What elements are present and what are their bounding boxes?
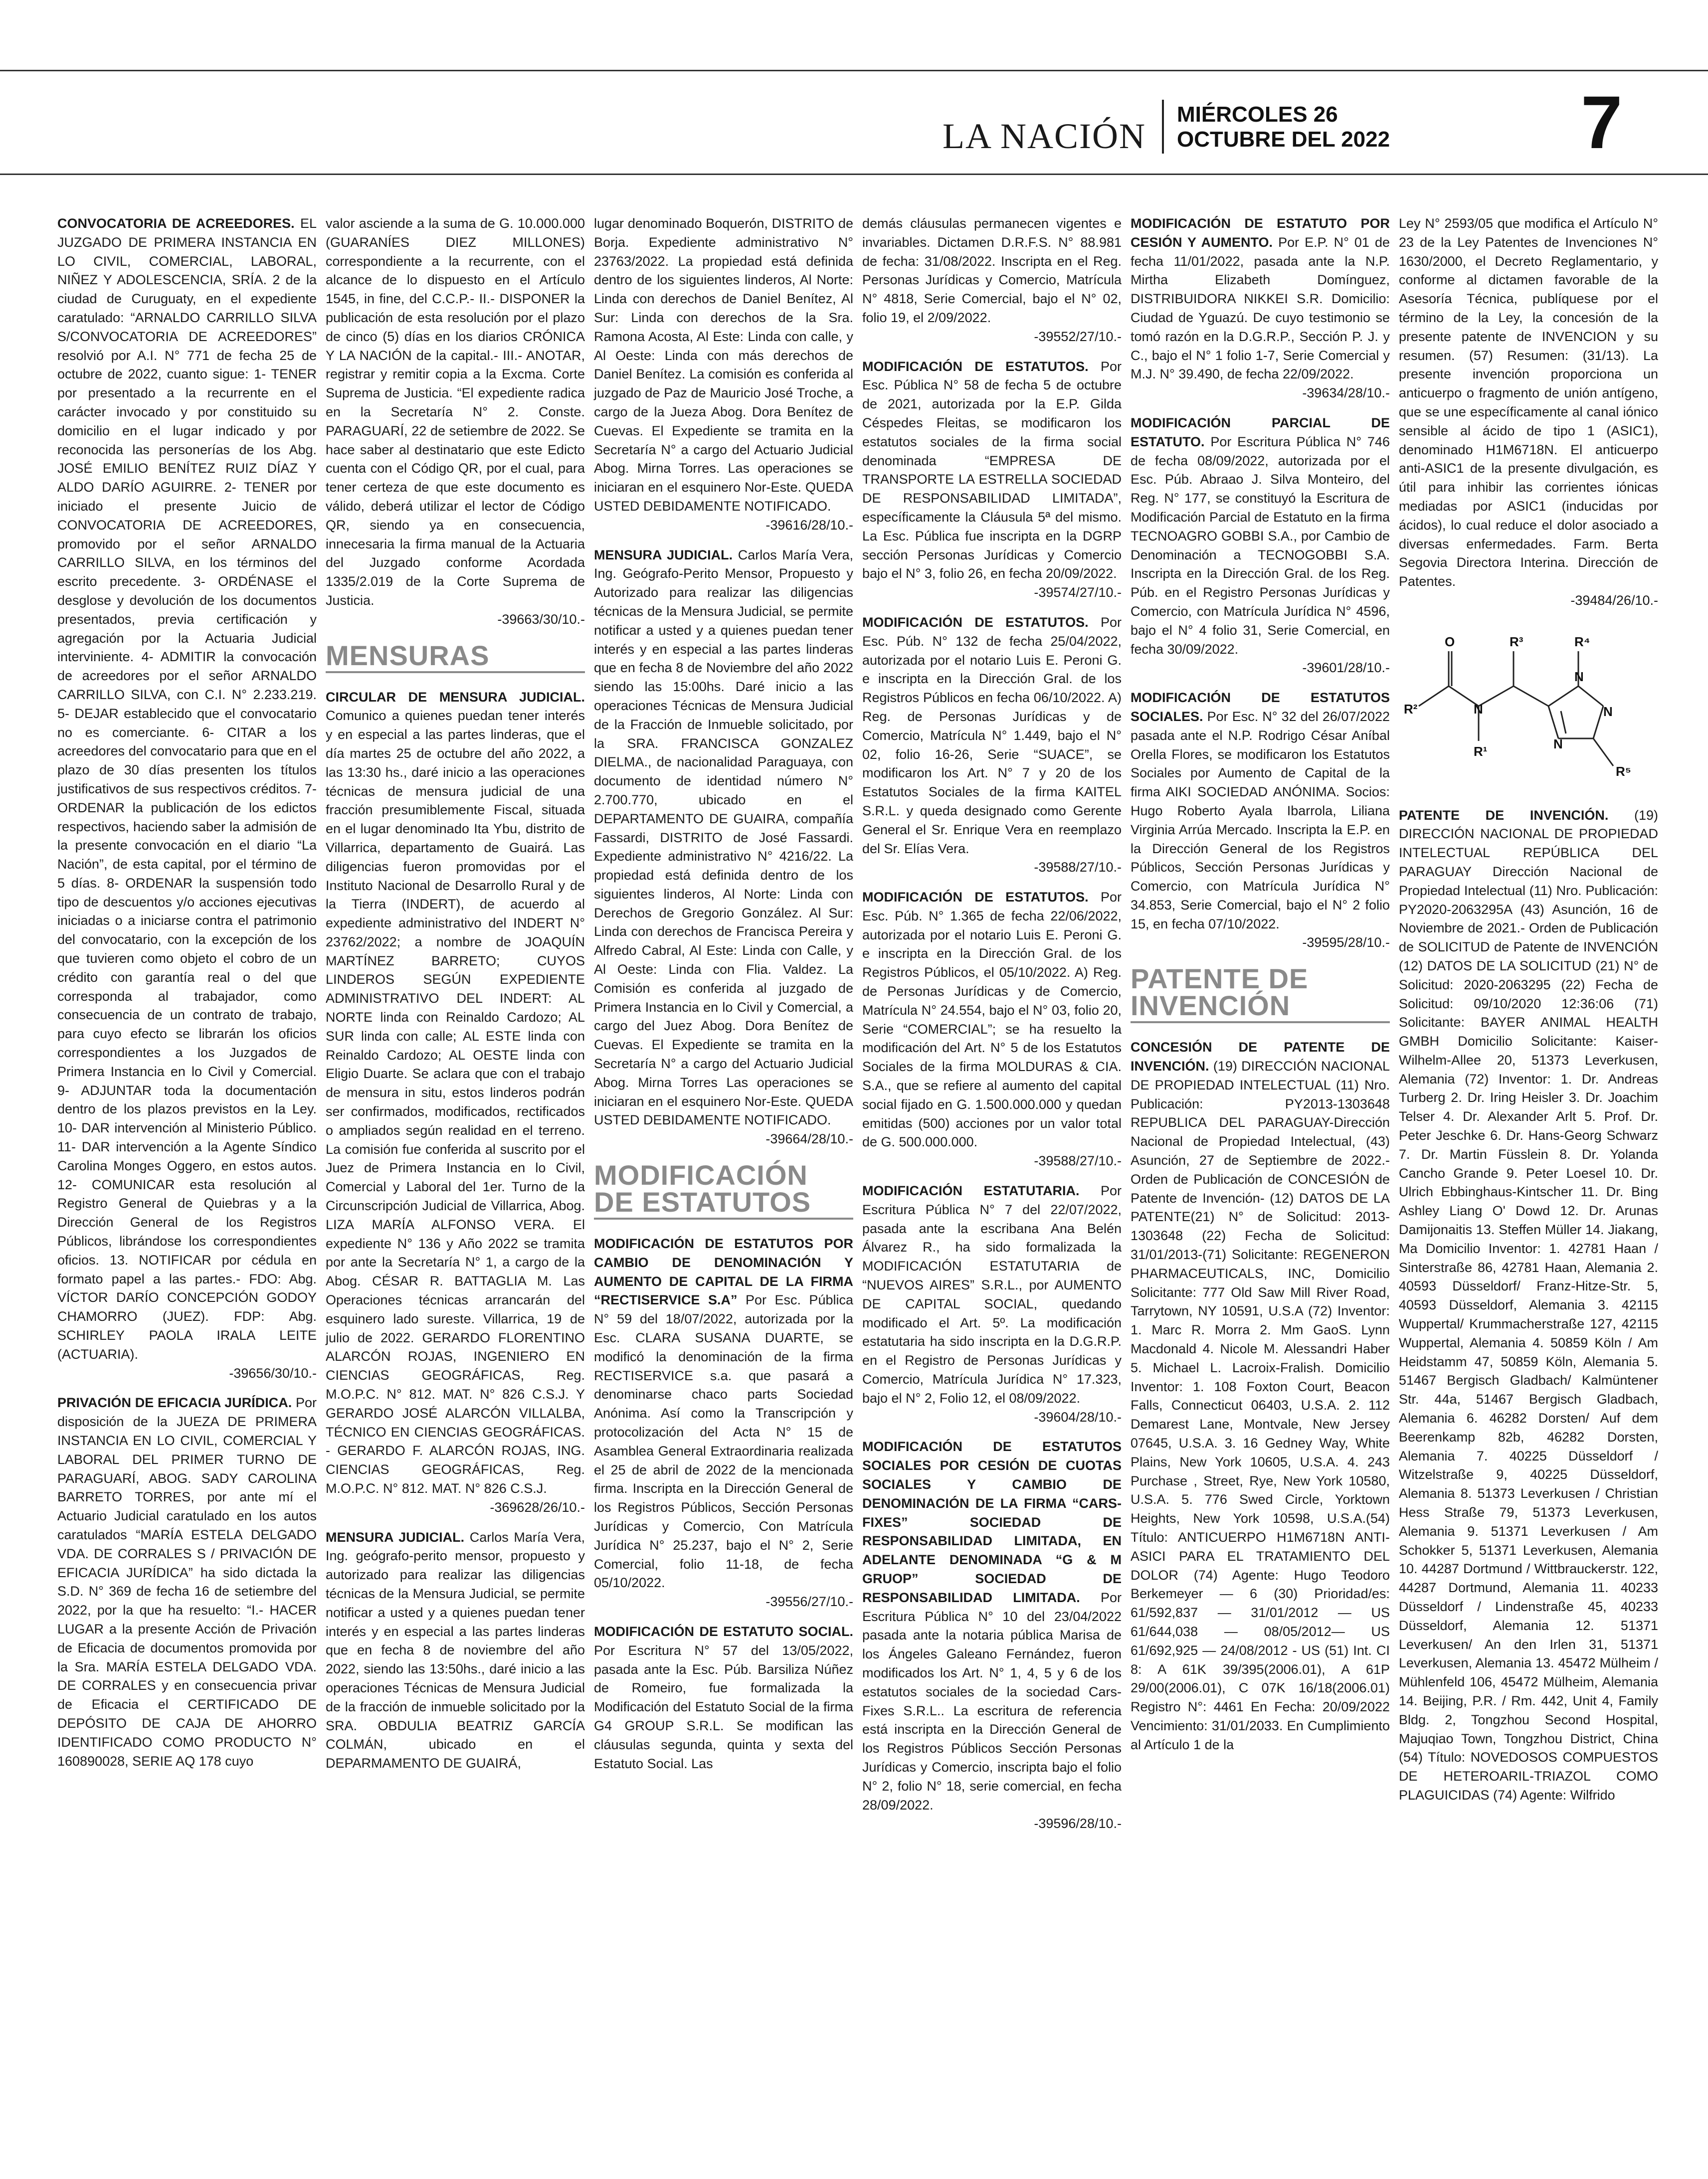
notice (594, 546, 853, 1149)
notice (1131, 1038, 1390, 1754)
atom-label: O (1445, 634, 1455, 649)
notice-body: Carlos María Vera, Ing. geógrafo-perito mensor, propuesto y autorizado para realizar las diligencias técnicas de la Mensura Judicial, se permite notificar a usted y a quienes puedan tener interés y en especial a las partes linderas que en fecha 8 de noviembre del año 2022, siendo las 13:50hs., daré inicio a las operaciones Técnicas de Mensura Judicial de la fracción de inmueble solicitado por la SRA. OBDULIA BEATRIZ GARCÍA COLMÁN, ubicado en el DEPARMAMENTO DE GUAIRÁ, (326, 1529, 585, 1771)
atom-label: N (1474, 701, 1483, 717)
bond-line (1548, 686, 1578, 706)
column-3 (594, 214, 853, 1784)
date-line-2: OCTUBRE DEL 2022 (1177, 127, 1390, 152)
atom-label: R¹ (1474, 743, 1488, 759)
notice-reference: -39595/28/10.- (1302, 935, 1390, 950)
notice-body: Por Escritura Pública N° 746 de fecha 08/09/2022, autorizada por el Esc. Púb. Abraao J. Silva Monteiro, del Reg. N° 177, se constituyó la Escritura de Modificación Parcial de Estatuto en la firma TECNOAGRO GOBBI S.A., por Cambio de Denominación a TECNOGOBBI S.A. Inscripta en la Dirección Gral. de los Reg. Púb. en el Registro Personas Jurídicas y Comercio, con Matrícula Jurídica N° 4596, bajo el N° 4 folio 31, Serie Comercial, en fecha 30/09/2022. (1131, 434, 1390, 657)
header-rule (0, 174, 1708, 175)
notice-reference: -39588/27/10.- (1034, 1153, 1122, 1169)
notice-body: EL JUZGADO DE PRIMERA INSTANCIA EN LO CIVIL, COMERCIAL, LABORAL, NIÑEZ Y ADOLESCENCIA, SRÍA. 2 de la ciudad de Curuguaty, en el expediente caratulado: “ARNALDO CARRILLO SILVA S/CONVOCATORIA DE ACREEDORES” resolvió por A.I. N° 771 de fecha 25 de octubre de 2022, cuanto sigue: 1- TENER por presentado a la recurrente en el carácter invocado y por constituido su domicilio en el lugar indicado y por reconocida las personerías de los Abg. JOSÉ EMILIO BENÍTEZ RUIZ DÍAZ Y ALDO DARÍO AGUIRRE. 2- TENER por iniciado el presente Juicio de CONVOCATORIA DE ACREEDORES, promovido por el señor ARNALDO CARRILLO SILVA, en los términos del escrito precedente. 3- ORDÉNASE el desglose y devolución de los documentos presentados, previa certificación y agregación por la Actuaria Judicial interviniente. 4- ADMITIR la convocación de acreedores por el señor ARNALDO CARRILLO SILVA, con C.I. N° 2.233.219. 5- DEJAR establecido que el convocatario no es comerciante. 6- CITAR a los acreedores del convocatario para que en el plazo de 30 días presenten los títulos justificativos de sus respectivos créditos. 7- ORDENAR la publicación de los edictos respectivos, haciendo saber la admisión de la presente convocación en el diario “La Nación”, de esta capital, por el término de 5 días. 8- ORDENAR la suspensión todo tipo de descuentos y/o acciones ejecutivas iniciadas o a iniciarse contra el patrimonio del convocatario, con la excepción de los que tuvieren como objeto el cobro de un crédito con garantía real o del que corresponda al trabajador, como consecuencia de un contrato de trabajo, para cuyo efecto se librarán los oficios correspondientes a los Juzgados de Primera Instancia en lo Civil y Comercial. 9- ADJUNTAR toda la documentación dentro de los plazos previstos en la Ley. 10- DAR intervención al Ministerio Público. 11- DAR intervención a la Agente Síndico Carolina Monges Oggero, en estos autos. 12- COMUNICAR esta resolución al Registro General de Quiebras y a la Dirección General de los Registros Públicos, librándose los correspondientes oficios. 13. NOTIFICAR por cédula en formato papel a las partes.- FDO: Abg. VÍCTOR DARÍO CONCEPCIÓN GODOY CHAMORRO (JUEZ). FDP: Abg. SCHIRLEY PAOLA IRALA LEITE (ACTUARIA). (57, 216, 317, 1362)
atom-label: N (1603, 704, 1613, 719)
notice-body: Por disposición de la JUEZA DE PRIMERA INSTANCIA EN LO CIVIL, COMERCIAL Y LABORAL DEL PRIMER TURNO DE PARAGUARÍ, ABOG. SADY CAROLINA BARRETO TORRES, por ante mí el Actuario Judicial caratulado en los autos caratulados “MARÍA ESTELA DELGADO VDA. DE CORRALES S / PRIVACIÓN DE EFICACIA JURÍDICA” ha sido dictada la S.D. N° 369 de fecha 16 de setiembre del 2022, por la que ha resuelto: “I.- HACER LUGAR a la presente Acción de Privación de Eficacia de documentos promovida por la Sra. MARÍA ESTELA DELGADO VDA. DE CORRALES y en consecuencia privar de Eficacia el CERTIFICADO DE DEPÓSITO DE CAJA DE AHORRO IDENTIFICADO COMO PRODUCTO N° 160890028, SERIE AQ 178 cuyo (57, 1395, 317, 1769)
notice-body: (19) DIRECCIÓN NACIONAL DE PROPIEDAD INTELECTUAL (11) Nro. Publicación: PY2013-1303648 REPUBLICA DEL PARAGUAY-Dirección Nacional de Propiedad Intelectual, (43) Asunción, 27 de Septiembre de 2022.- Orden de Publicación de CONCESIÓN de Patente de Invención- (12) DATOS DE LA PATENTE(21) N° de Solicitud: 2013-1303648 (22) Fecha de Solicitud: 31/01/2013-(71) Solicitante: REGENERON PHARMACEUTICALS, INC, Domicilio Solicitante: 777 Old Saw Mill River Road, Tarrytown, NY 10591, U.S.A (72) Inventor: 1. Marc R. Morra 2. Mm GaoS. Lynn Macdonald 4. Nicole M. Alessandri Haber 5. Michael L. Lacroix-Fralish. Domicilio Inventor: 1. 108 Foxton Court, Beacon Falls, Connecticut 06403, U.S.A. 2. 112 Demarest Lane, Montvale, New Jersey 07645, U.S.A. 3. 16 Gedney Way, White Plains, New York 10605, U.S.A. 4. 243 Purchase , Street, Rye, New York 10580, U.S.A. 5. 776 Swed Circle, Yorktown Heights, New York 10598, U.S.A.(54) Título: ANTICUERPO H1M6718N ANTI-ASICI PARA EL TRATAMIENTO DEL DOLOR (74) Agente: Hugo Teodoro Berkemeyer — 6 (30) Prioridad/es: 61/592,837 — 31/01/2012 — US 61/644,038 — 08/05/2012— US 61/692,925 — 24/08/2012 - US (51) Int. CI 8: A 61K 39/395(2006.01), A 61P 29/00(2006.01), C 07K 16/18(2006.01) Registro N°: 4461 En Fecha: 20/09/2022 Vencimiento: 31/01/2033. En Cumplimiento al Artículo 1 de la (1131, 1059, 1390, 1752)
notice-reference: -39484/26/10.- (1570, 592, 1658, 608)
atom-label: R³ (1510, 634, 1523, 649)
notice-title: PRIVACIÓN DE EFICACIA JURÍDICA. (57, 1395, 296, 1411)
date-line-1: MIÉRCOLES 26 (1177, 102, 1338, 127)
notice-reference: -39596/28/10.- (1034, 1816, 1122, 1831)
notice-body: valor asciende a la suma de G. 10.000.000 (GUARANÍES DIEZ MILLONES) correspondiente a la recurrente, con el alcance de lo dispuesto en el Artículo 1545, in fine, del C.C.P.- II.- DISPONER la publicación de esta resolución por el plazo de cinco (5) días en los diarios CRÓNICA Y LA NACIÓN de la capital.- III.- ANOTAR, registrar y remitir copia a la Excma. Corte Suprema de Justicia. “El expediente radica en la Secretaría N° 2. Conste. PARAGUARÍ, 22 de setiembre de 2022. Se hace saber al destinatario que este Edicto cuenta con el Código QR, por el cual, para tener certeza de que este documento es válido, deberá utilizar el lector de Código QR, siendo ya en consecuencia, innecesaria la firma manual de la Actuaria del Juzgado conforme Acordada 1335/2.019 de la Corte Suprema de Justicia. (326, 216, 585, 608)
notice-body: demás cláusulas permanecen vigentes e invariables. Dictamen D.R.F.S. N° 88.981 de fecha: 31/08/2022. Inscripta en el Reg. Personas Jurídicas y Comercio, Matrícula N° 4818, Serie Comercial, bajo el N° 02, folio 19, el 2/09/2022. (862, 216, 1122, 325)
notice-body: Por Esc. Púb. N° 132 de fecha 25/04/2022, autorizada por el notario Luis E. Peroni G. e inscripta en la Dirección Gral. de los Registros Públicos en fecha 06/10/2022. A) Reg. de Personas Jurídicas y de Comercio, Matrícula N° 1.449, bajo el N° 02, folio 16-26, Serie “SUACE”, se modificaron los Art. N° 7 y 20 de los Estatutos Sociales de la firma KAITEL S.R.L. y queda designado como Gerente General el Sr. Enrique Vera en reemplazo del Sr. Elías Vera. (862, 614, 1122, 856)
notice-body: Por Escritura Pública N° 7 del 22/07/2022, pasada ante la escribana Ana Belén Álvarez R., ha sido formalizada la MODIFICACIÓN ESTATUTARIA de “NUEVOS AIRES” S.R.L., por AUMENTO DE CAPITAL SOCIAL, quedando modificado el Art. 5º. La modificación estatutaria ha sido inscripta en la D.G.R.P. en el Registro de Personas Jurídicas y Comercio, Matrícula Jurídica N° 17.323, bajo el N° 2, Folio 12, el 08/09/2022. (862, 1183, 1122, 1406)
notice (1399, 214, 1658, 610)
column-1 (57, 214, 317, 1782)
section-heading: MODIFICACIÓN DE ESTATUTOS (594, 1162, 853, 1220)
notice-reference: -39601/28/10.- (1302, 660, 1390, 676)
notice-reference: -39552/27/10.- (1034, 329, 1122, 344)
bond-line (1514, 686, 1548, 706)
notice (326, 214, 585, 629)
notice-title: MODIFICACIÓN PARCIAL DE ESTATUTO. (1131, 415, 1390, 449)
notice-title: CONCESIÓN DE PATENTE DE INVENCIÓN. (1131, 1040, 1390, 1074)
notice-title: MODIFICACIÓN DE ESTATUTOS. (862, 614, 1101, 630)
notice-title: MODIFICACIÓN ESTATUTARIA. (862, 1183, 1101, 1199)
notice-reference: -39616/28/10.- (765, 517, 853, 533)
bond-line (1419, 686, 1449, 706)
bond-line (1593, 738, 1613, 766)
masthead-logo: LA NACIÓN (943, 116, 1146, 156)
column-6 (1399, 214, 1658, 1816)
notice (326, 1528, 585, 1773)
notice-reference: -39556/27/10.- (765, 1594, 853, 1610)
column-4 (862, 214, 1122, 1844)
notice (862, 888, 1122, 1171)
bond-line (1593, 706, 1603, 738)
top-rule (0, 70, 1708, 71)
notice-reference: -39574/27/10.- (1034, 585, 1122, 600)
notice (862, 613, 1122, 877)
notice-reference: -39588/27/10.- (1034, 860, 1122, 875)
notice-title: CONVOCATORIA DE ACREEDORES. (57, 216, 300, 231)
masthead-separator (1162, 100, 1164, 154)
notice (1131, 689, 1390, 952)
notice-title: MODIFICACIÓN DE ESTATUTOS SOCIALES POR CESIÓN DE CUOTAS SOCIALES Y CAMBIO DE DENOMINACIÓN DE LA FIRMA “CARS-FIXES” SOCIEDAD DE RESPONSABILIDAD LIMITADA, EN ADELANTE DENOMINADA “G & M GRUOP” SOCIEDAD DE RESPONSABILIDAD LIMITADA. (862, 1439, 1122, 1605)
notice-title: MENSURA JUDICIAL. (594, 547, 738, 562)
notice-body: Por Esc. Pública N° 59 del 18/07/2022, autorizada por la Esc. CLARA SUSANA DUARTE, se modificó la denominación de la firma RECTISERVICE s.a. que pasará a denominarse chaco parts Sociedad Anónima. Así como la Transcripción y protocolización del Acta N° 15 de Asamblea General Extraordinaria realizada el 25 de abril de 2022 de la mencionada firma. Inscripta en la Dirección General de los Registros Públicos, Sección Personas Jurídicas y Comercio, Con Matrícula Jurídica N° 25.237, bajo el N° 2, Serie Comercial, folio 11-18, de fecha 05/10/2022. (594, 1292, 853, 1591)
atom-label: N (1574, 669, 1584, 684)
atom-label: N (1553, 736, 1563, 751)
notice-body: Por Esc. Púb. N° 1.365 de fecha 22/06/2022, autorizada por el notario Luis E. Peroni G. e inscripta en la Dirección Gral. de los Registros Públicos, el 05/10/2022. A) Reg. de Personas Jurídicas y de Comercio, Matrícula N° 24.554, bajo el N° 03, folio 20, Serie “COMERCIAL”; se ha resuelto la modificación del Art. N° 5 de los Estatutos Sociales de la firma MOLDURAS & CIA. S.A., que se refiere al aumento del capital social fijado en G. 1.500.000.000 y quedan emitidas (500) acciones por un valor total de G. 500.000.000. (862, 890, 1122, 1150)
notice (594, 214, 853, 535)
notice-title: MENSURA JUDICIAL. (326, 1529, 470, 1545)
notice (594, 1235, 853, 1612)
notice (594, 1623, 853, 1773)
bond-line (1479, 686, 1514, 706)
notice-body: Por Esc. Pública N° 58 de fecha 5 de octubre de 2021, autorizada por la E.P. Gilda Céspedes Fleitas, se modificaron los estatutos sociales de la firma social denominada “EMPRESA DE TRANSPORTE LA ESTRELLA SOCIEDAD DE RESPONSABILIDAD LIMITADA”, específicamente la Cláusula 5ª del mismo. La Esc. Pública fue inscripta en la DGRP sección Personas Jurídicas y Comercio bajo el N° 3, folio 26, en fecha 20/09/2022. (862, 359, 1122, 581)
atom-label: R² (1404, 701, 1418, 717)
bond-line (1548, 706, 1558, 738)
notice-body: Comunico a quienes puedan tener interés y en especial a las partes linderas, que el día martes 25 de octubre del año 2022, a las 13:30 hs., daré inicio a las operaciones técnicas de mensura judicial de una fracción presumiblemente Fiscal, situada en el lugar denominado Ita Ybu, distrito de Villarrica, departamento de Guairá. Las diligencias fueron promovidas por el Instituto Nacional de Desarrollo Rural y de la Tierra (INDERT), de acuerdo al expediente administrativo del INDERT N° 23762/2022; a nombre de JOAQUÍN MARTÍNEZ BARRETO; CUYOS LINDEROS SEGÚN EXPEDIENTE ADMINISTRATIVO DEL INDERT: AL NORTE linda con Reinaldo Cardozo; AL SUR linda con calle; AL ESTE linda con Reinaldo Cardozo; AL OESTE linda con Eligio Duarte. Se aclara que con el trabajo de mensura in situ, estos linderos podrán ser confirmados, modificados, rectificados o ampliados según realidad en el terreno. La comisión fue conferida al suscrito por el Juez de Primera Instancia en lo Civil, Comercial y Laboral del 1er. Turno de la Circunscripción Judicial de Villarrica, Abog. LIZA MARÍA ALFONSO VERA. El expediente N° 136 y Año 2022 se tramita por ante la Secretaría N° 1, a cargo de la Abog. CÉSAR R. BATTAGLIA M. Las Operaciones técnicas arrancarán del esquinero lado sureste. Villarrica, 19 de julio de 2022. GERARDO FLORENTINO ALARCÓN ROJAS, INGENIERO EN CIENCIAS GEOGRÁFICAS, Reg. M.O.P.C. N° 812. MAT. N° 826 C.S.J. Y GERARDO JOSÉ ALARCÓN VILLALBA, TÉCNICO EN CIENCIAS GEOGRÁFICAS. - GERARDO F. ALARCÓN ROJAS, ING. CIENCIAS GEOGRÁFICAS, Reg. M.O.P.C. N° 812. MAT. N° 826 C.S.J. (326, 708, 585, 1496)
issue-date (1177, 102, 1390, 152)
bond-line (1561, 711, 1566, 733)
notice-body: (19) DIRECCIÓN NACIONAL DE PROPIEDAD INTELECTUAL REPÚBLICA DEL PARAGUAY Dirección Nacional de Propiedad Intelectual (11) Nro. Publicación: PY2020-2063295A (43) Asunción, 16 de Noviembre de 2021.- Orden de Publicación de SOLICITUD de Patente de INVENCIÓN (12) DATOS DE LA SOLICITUD (21) N° de Solicitud: 2020-2063295 (22) Fecha de Solicitud: 09/10/2020 12:36:06 (71) Solicitante: BAYER ANIMAL HEALTH GMBH Domicilio Solicitante: Kaiser-Wilhelm-Allee 20, 51373 Leverkusen, Alemania (72) Inventor: 1. Dr. Andreas Turberg 2. Dr. Iring Heisler 3. Dr. Joachim Telser 4. Dr. Alexander Arlt 5. Prof. Dr. Peter Jeschke 6. Dr. Hans-Georg Schwarz 7. Dr. Martin Füsslein 8. Dr. Yolanda Cancho Grande 9. Peter Loesel 10. Dr. Ulrich Ebbinghaus-Kintscher 11. Dr. Bing Ashley Liang O' Dowd 12. Dr. Arunas Damijonaitis 13. Steffen Müller 14. Jiakang, Ma Domicilio Inventor: 1. 42781 Haan / Sinterstraße 86, 42781 Haan, Alemania 2. 40593 Düsseldorf/ Franz-Hitze-Str. 5, 40593 Düsseldorf, Alemania 3. 42115 Wuppertal/ Krummacherstraße 127, 42115 Wuppertal, Alemania 4. 50859 Köln / Am Heidstamm 47, 50859 Köln, Alemania 5. 51467 Bergisch Gladbach/ Kalmüntener Str. 44a, 51467 Bergisch Gladbach, Alemania 6. 46282 Dorsten/ Auf dem Beerenkamp 82b, 46282 Dorsten, Alemania 7. 40225 Düsseldorf / Witzelstraße 9, 40225 Düsseldorf, Alemania 8. 51373 Leverkusen / Christian Hess Straße 79, 51373 Leverkusen, Alemania 9. 51371 Leverkusen / Am Schokker 5, 51371 Leverkusen, Alemania 10. 44287 Dortmund / Wittbrauckerstr. 122, 44287 Dortmund, Alemania 11. 40233 Düsseldorf / Lindenstraße 45, 40233 Düsseldorf, Alemania 12. 51371 Leverkusen/ An den Irlen 31, 51371 Leverkusen, Alemania 13. 45472 Mülheim / Mühlenfeld 106, 45472 Mülheim, Alemania 14. Beijing, P.R. / Rm. 442, Unit 4, Family Bldg. 2, Tongzhou Second Hospital, Majuqiao Town, Tongzhou District, China (54) Título: NOVEDOSOS COMPUESTOS DE HETEROARIL-TRIAZOL COMO PLAGUICIDAS (74) Agente: Wilfrido (1399, 807, 1658, 1803)
column-5 (1131, 214, 1390, 1766)
notice-body: Por Escritura N° 57 del 13/05/2022, pasada ante la Esc. Púb. Barsiliza Núñez de Romeiro, fue formalizada la Modificación del Estatuto Social de la firma G4 GROUP S.R.L. Se modifican las cláusulas segunda, quinta y sexta del Estatuto Social. Las (594, 1642, 853, 1771)
notice-reference: -39663/30/10.- (497, 611, 585, 627)
notice-reference: -39604/28/10.- (1034, 1409, 1122, 1425)
notice-reference: -39656/30/10.- (229, 1365, 317, 1381)
notice (862, 358, 1122, 602)
notice-title: MODIFICACIÓN DE ESTATUTO POR CESIÓN Y AUMENTO. (1131, 216, 1390, 250)
notice-reference: -39664/28/10.- (765, 1131, 853, 1147)
section-heading: MENSURAS (326, 642, 585, 673)
notice-reference: -369628/26/10.- (490, 1499, 585, 1515)
notice (1399, 806, 1658, 1805)
atom-label: R⁵ (1616, 763, 1631, 779)
notice-title: MODIFICACIÓN DE ESTATUTOS. (862, 359, 1101, 374)
notice-body: Por E.P. N° 01 de fecha 11/01/2022, pasada ante la N.P. Mirtha Elizabeth Domínguez, DISTRIBUIDORA NIKKEI S.R. Domicilio: Ciudad de Yguazú. De cuyo testimonio se tomó razón en la D.G.R.P., Sección P. J. y C., bajo el N° 1 folio 1-7, Serie Comercial y M.J. N° 39.490, de fecha 22/09/2022. (1131, 234, 1390, 382)
notice-title: MODIFICACIÓN DE ESTATUTOS. (862, 890, 1101, 905)
notice (862, 1182, 1122, 1427)
notice (1131, 414, 1390, 678)
notice-title: CIRCULAR DE MENSURA JUDICIAL. (326, 689, 585, 705)
notice-body: Por Esc. N° 32 del 26/07/2022 pasada ante el N.P. Rodrigo César Aníbal Orella Flores, se modificaron los Estatutos Sociales por Aumento de Capital de la firma AIKI SOCIEDAD ANÓNIMA. Socios: Hugo Roberto Ayala Ibarrola, Liliana Virginia Arrúa Mercado. Inscripta la E.P. en la Dirección General de los Registros Públicos, Sección Personas Jurídicas y Comercio, con Matrícula Jurídica N° 34.853, Serie Comercial, bajo el N° 2 folio 15, en fecha 07/10/2022. (1131, 709, 1390, 931)
notice (326, 688, 585, 1517)
notice (57, 1394, 317, 1771)
notice-body: Por Escritura Pública N° 10 del 23/04/2022 pasada ante la notaria pública Marisa de los Ángeles Galeano Fernández, fueron modificados los Art. N° 1, 4, 5 y 6 de los estatutos sociales de la sociedad Cars-Fixes S.R.L.. La escritura de referencia está inscripta en la Dirección General de los Registros Públicos Sección Personas Jurídicas y Comercio, inscripta bajo el folio N° 2, folio N° 18, serie comercial, en fecha 28/09/2022. (862, 1590, 1122, 1813)
atom-label: R⁴ (1574, 634, 1590, 649)
column-2 (326, 214, 585, 1784)
notice (1131, 214, 1390, 403)
notice-title: MODIFICACIÓN DE ESTATUTO SOCIAL. (594, 1624, 853, 1639)
bond-line (1578, 686, 1603, 706)
notice-title: MODIFICACIÓN DE ESTATUTOS POR CAMBIO DE DENOMINACIÓN Y AUMENTO DE CAPITAL DE LA FIRMA “RECTISERVICE S.A” (594, 1236, 853, 1308)
notice (862, 214, 1122, 347)
chemical-structure-diagram (1399, 621, 1648, 786)
chemical-figure (1399, 621, 1658, 791)
notice (862, 1438, 1122, 1833)
notice-title: PATENTE DE INVENCIÓN. (1399, 807, 1634, 823)
page-number: 7 (1581, 80, 1623, 164)
notice-body: Ley N° 2593/05 que modifica el Artículo N° 23 de la Ley Patentes de Invenciones N° 1630/2000, el Decreto Reglamentario, y conforme al dictamen favorable de la Asesoría Técnica, publíquese por el término de la Ley, la concesión de la presente patente de INVENCION y su resumen. (57) Resumen: (31/13). La presente invención proporciona un anticuerpo o fragmento de unión antígeno, que se une específicamente al canal iónico sensible al ácido de tipo 1 (ASIC1), denominado H1M6718N. El anticuerpo anti-ASIC1 de la presente divulgación, es útil para inhibir las corrientes iónicas mediadas por ASIC1 (inducidas por ácidos), lo cual reduce el dolor asociado a diversas enfermedades. Farm. Berta Segovia Directora Interina. Dirección de Patentes. (1399, 216, 1658, 589)
notice-title: MODIFICACIÓN DE ESTATUTOS SOCIALES. (1131, 690, 1390, 724)
notice-reference: -39634/28/10.- (1302, 385, 1390, 401)
notice (57, 214, 317, 1383)
notice-body: Carlos María Vera, Ing. Geógrafo-Perito Mensor, Propuesto y Autorizado para realizar las diligencias técnicas de la Mensura Judicial, se permite notificar a usted y a quienes puedan tener interés y en especial a las partes linderas que en fecha 8 de Noviembre del año 2022 siendo las 15:00hs. Daré inicio a las operaciones Técnicas de Mensura Judicial de la Fracción de Inmueble solicitado, por la SRA. FRANCISCA GONZALEZ DIELMA., de nacionalidad Paraguaya, con documento de identidad número N° 2.700.770, ubicado en el DEPARTAMENTO DE GUAIRA, compañía Fassardi, DISTRITO de José Fassardi. Expediente administrativo N° 4216/22. La propiedad está definida dentro de los siguientes linderos, Al Norte: Linda con Derechos de Gregorio González. Al Sur: Linda con derechos de Francisca Pereira y Alfredo Cabral, Al Este: Linda con Calle, y Al Oeste: Linda con Flia. Valdez. La Comisión es conferida al juzgado de Primera Instancia en lo Civil y Comercial, a cargo del Juez Abog. Dora Benítez de Cuevas. El Expediente se tramita en la Secretaría N° a cargo del Actuario Judicial Abog. Mirna Torres Las operaciones se iniciaran en el esquinero Nor-Este. QUEDA USTED DEBIDAMENTE NOTIFICADO. (594, 547, 853, 1128)
section-heading: PATENTE DE INVENCIÓN (1131, 965, 1390, 1023)
notice-body: lugar denominado Boquerón, DISTRITO de Borja. Expediente administrativo N° 23763/2022. La propiedad está definida dentro de los siguientes linderos, Al Norte: Linda con derechos de Daniel Benítez, Al Sur: Linda con derechos de la Sra. Ramona Acosta, Al Este: Linda con calle, y Al Oeste: Linda con más derechos de Daniel Benítez. La comisión es conferida al juzgado de Paz de Mauricio José Troche, a cargo de la Jueza Abog. Dora Benítez de Cuevas. El Expediente se tramita en la Secretaría N° a cargo del Actuario Judicial Abog. Mirna Torres. Las operaciones se iniciaran en el esquinero Nor-Este. QUEDA USTED DEBIDAMENTE NOTIFICADO. (594, 216, 853, 514)
